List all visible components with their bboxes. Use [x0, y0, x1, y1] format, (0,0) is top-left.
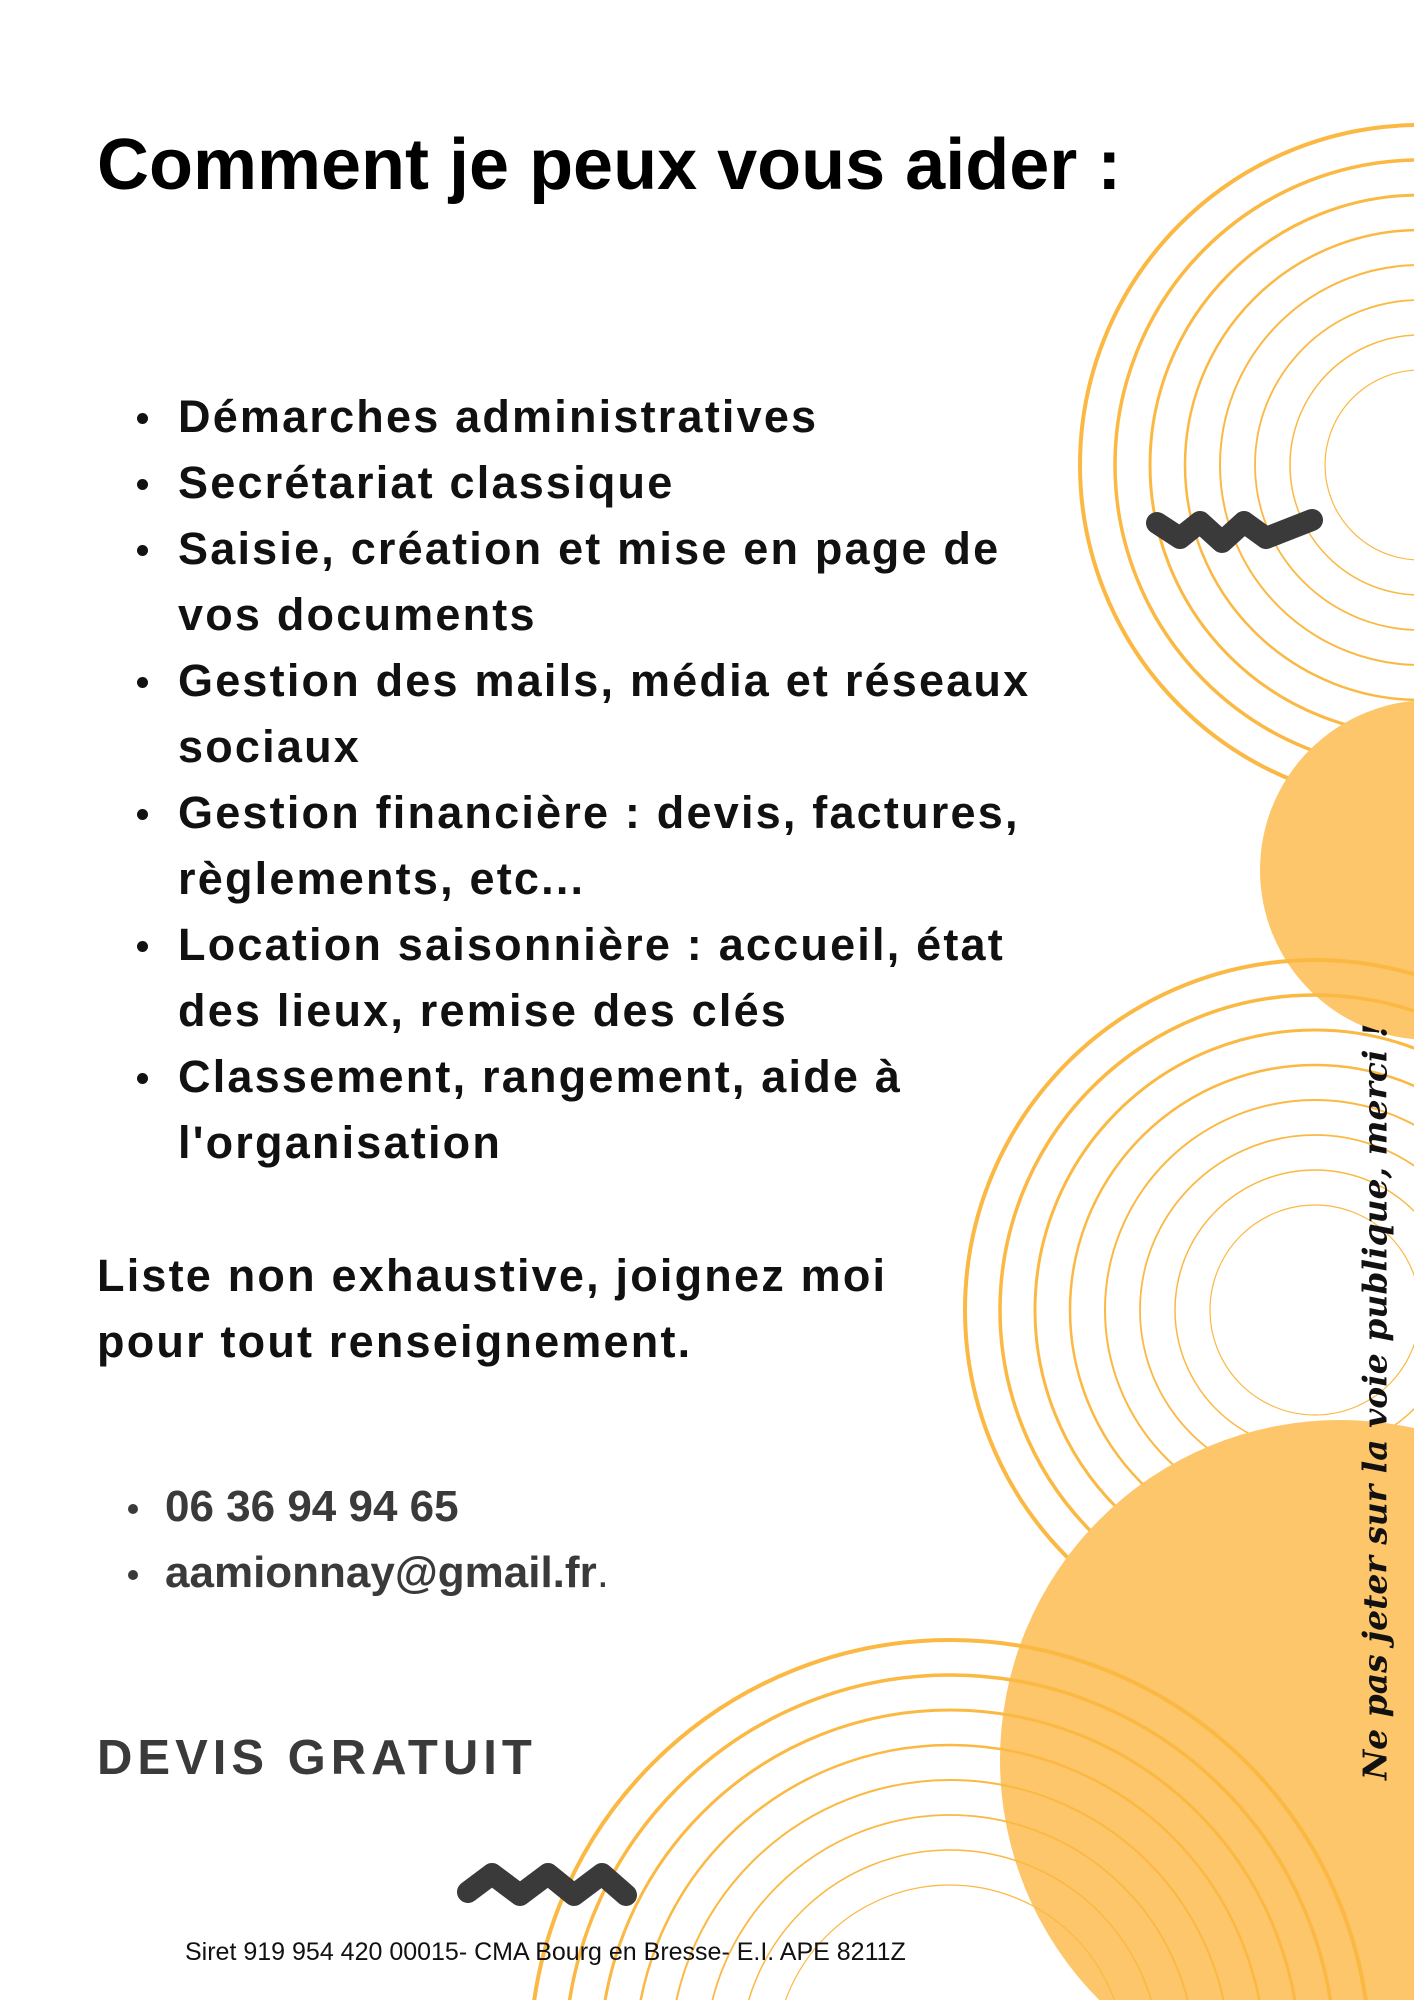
note-text: Liste non exhaustive, joignez moi pour tout renseignement. [97, 1250, 888, 1367]
ring-group-top [1080, 125, 1414, 805]
email-trailing-period: . [596, 1548, 609, 1597]
service-item: Démarches administratives [130, 384, 1070, 450]
contact-list [122, 1474, 609, 1606]
zigzag-icon [1157, 520, 1312, 542]
free-quote-heading: DEVIS GRATUIT [97, 1731, 537, 1785]
service-item: Location saisonnière : accueil, état des lieux, remise des clés [130, 912, 1070, 1044]
service-item: Secrétariat classique [130, 450, 1070, 516]
accent-blob-bottom [1000, 1420, 1414, 2000]
footer-legal: Siret 919 954 420 00015- CMA Bourg en Bresse- E.I. APE 8211Z [185, 1938, 906, 1966]
service-item: Classement, rangement, aide à l'organisation [130, 1044, 1070, 1176]
contact-email [122, 1540, 609, 1606]
phone-number: 06 36 94 94 65 [165, 1482, 459, 1531]
service-item: Gestion des mails, média et réseaux sociaux [130, 648, 1070, 780]
page-title: Comment je peux vous aider : [97, 125, 1122, 205]
vertical-disclaimer: Ne pas jeter sur la voie publique, merci ! [1355, 1023, 1395, 1780]
email-address: aamionnay@gmail.fr [165, 1548, 597, 1597]
service-item: Saisie, création et mise en page de vos documents [130, 516, 1070, 648]
accent-blob-mid [1260, 700, 1414, 1040]
contact-phone [122, 1474, 609, 1540]
service-item: Gestion financière : devis, factures, règlements, etc... [130, 780, 1070, 912]
services-list [130, 384, 1070, 1176]
